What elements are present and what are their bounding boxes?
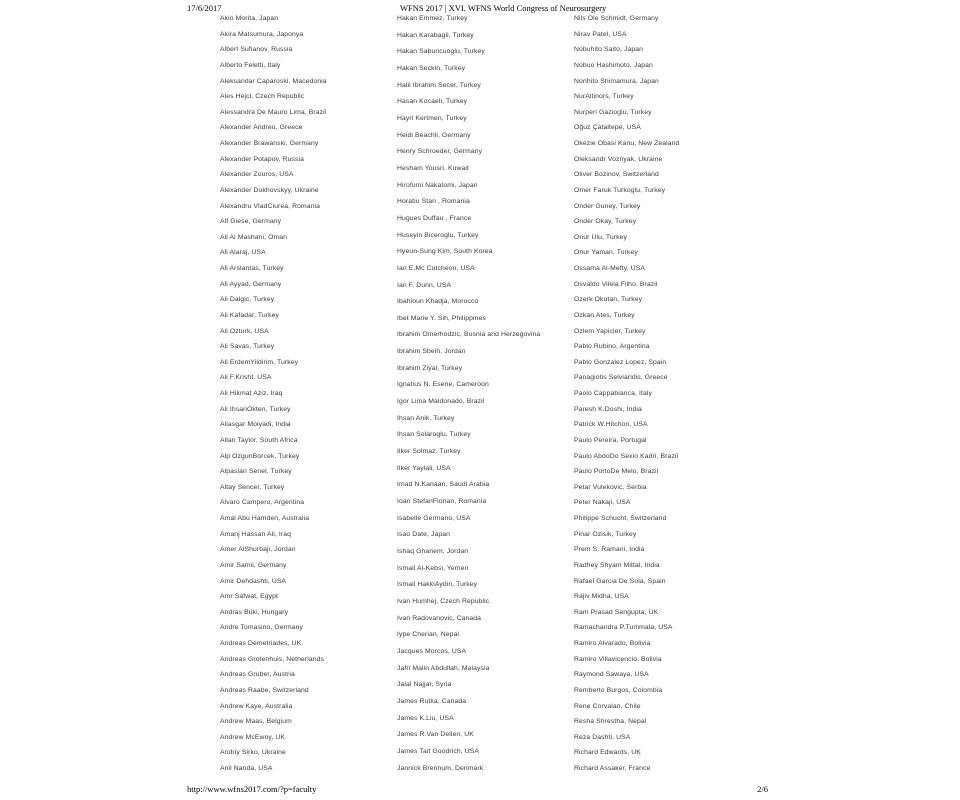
faculty-name: James K.Liu, USA bbox=[397, 714, 454, 722]
faculty-name: Hakan Karabagli, Turkey bbox=[397, 31, 474, 39]
faculty-name: Andriy Sirko, Ukraine bbox=[220, 749, 286, 757]
faculty-name: Ozerk Okutan, Turkey bbox=[574, 296, 643, 304]
faculty-name: Alvaro Campero, Argentina bbox=[220, 499, 305, 507]
faculty-column-1 bbox=[220, 15, 327, 773]
faculty-name: Andras Büki, Hungary bbox=[220, 608, 289, 616]
faculty-column-3 bbox=[574, 15, 679, 773]
faculty-name: Hakan Seckin, Turkey bbox=[397, 64, 466, 72]
faculty-name: Ioan StefanFlorian, Romania bbox=[397, 498, 487, 506]
faculty-name: Ibahioun Khadja, Morocco bbox=[397, 298, 479, 306]
faculty-name: Hayri Kertmen, Turkey bbox=[397, 114, 467, 122]
faculty-name: Hirofumi Nakatomi, Japan bbox=[397, 181, 478, 189]
faculty-name: Omer Faruk Turkoglu, Turkey bbox=[574, 186, 666, 194]
faculty-name: Ishaq Ghanem, Jordan bbox=[397, 548, 469, 555]
faculty-name: Alexander Potapov, Russia bbox=[220, 155, 304, 163]
faculty-name: Onder Okay, Turkey bbox=[574, 218, 637, 226]
faculty-name: Hugues Duffau , France bbox=[397, 214, 472, 222]
faculty-name: Jacques Morcos, USA bbox=[397, 647, 467, 655]
faculty-name: Isabelle Germano, USA bbox=[397, 514, 471, 522]
faculty-name: Andrew Kaye, Australia bbox=[220, 702, 293, 710]
faculty-name: Pablo Gonzalez Lopez, Spain bbox=[574, 358, 667, 366]
faculty-name: Alexandru VladCiurea, Romania bbox=[220, 202, 320, 210]
faculty-name: Radhey Shyam Mittal, India bbox=[574, 561, 660, 569]
faculty-name: Ali Kafadar, Turkey bbox=[220, 311, 279, 319]
faculty-name: Nils Ole Schmidt, Germany bbox=[574, 15, 659, 22]
faculty-name: Ismail HakkiAydin, Turkey bbox=[397, 581, 478, 589]
faculty-name: Nobuhito Saito, Japan bbox=[574, 46, 643, 54]
faculty-name: Ali Arslantas, Turkey bbox=[220, 265, 284, 272]
faculty-name: NurAltinors, Turkey bbox=[574, 93, 634, 101]
faculty-name: Richard Edwards, UK bbox=[574, 749, 641, 757]
faculty-column-2 bbox=[397, 15, 540, 773]
faculty-name: Hakan Sabuncuoglu, Turkey bbox=[397, 48, 485, 56]
faculty-name: Ivan Radovanovic, Canada bbox=[397, 614, 482, 622]
faculty-name: Reza Dashti, USA bbox=[574, 733, 631, 741]
faculty-name: Paresh K.Doshi, India bbox=[574, 405, 642, 413]
faculty-name: Andreas Grotenhuis, Netherlands bbox=[220, 655, 324, 663]
faculty-name: Aliasgar Moiyadi, India bbox=[220, 421, 291, 429]
faculty-name: Akio Morita, Japan bbox=[220, 15, 279, 22]
faculty-name: Ozlem Yapicier, Turkey bbox=[574, 327, 646, 335]
faculty-name: Anil Nanda, USA bbox=[220, 765, 273, 772]
faculty-name: Ivan Humhej, Czech Republic bbox=[397, 597, 490, 605]
faculty-name: Ali Dalgic, Turkey bbox=[220, 296, 275, 304]
faculty-name: Alf Giese, Germany bbox=[220, 218, 282, 226]
faculty-name: Pinar Ozisik, Turkey bbox=[574, 530, 637, 538]
faculty-name: Paulo AbdoDo Sexio Kadri, Brazil bbox=[574, 452, 679, 460]
faculty-name: Ramachandra P.Tummala, USA bbox=[574, 624, 673, 632]
faculty-name: Altay Sencer, Turkey bbox=[220, 483, 285, 491]
faculty-name: Amanj Hassan Ali, Iraq bbox=[220, 530, 291, 538]
faculty-name: Oleksandr Voznyak, Ukraine bbox=[574, 155, 663, 163]
print-date: 17/6/2017 bbox=[187, 3, 222, 13]
faculty-name: Halil Ibrahim Secer, Turkey bbox=[397, 81, 481, 89]
faculty-name: Ismail Al-Kebsi, Yemen bbox=[397, 564, 469, 572]
faculty-name: Alpaslan Senel, Turkey bbox=[220, 468, 292, 476]
faculty-name: Ali Alaraj, USA bbox=[220, 249, 266, 257]
faculty-name: Andreas Raabe, Switzerland bbox=[220, 686, 309, 694]
faculty-name: Ali Ayyad, Germany bbox=[220, 280, 282, 288]
faculty-name: Panagiotis Selviaridis, Greece bbox=[574, 374, 668, 382]
faculty-name: Paulo Pereira, Portugal bbox=[574, 436, 647, 444]
faculty-name: Alexander Andreu, Greece bbox=[220, 124, 303, 132]
page-number: 2/6 bbox=[757, 784, 768, 794]
faculty-name: Ilker Yaylali, USA bbox=[397, 464, 451, 472]
faculty-name: Ali Savas, Turkey bbox=[220, 343, 275, 351]
faculty-name: Okezie Obasi Kanu, New Zealand bbox=[574, 140, 680, 147]
faculty-name: James R.Van Dellen, UK bbox=[397, 731, 474, 739]
faculty-name: Pablo Rubino, Argentina bbox=[574, 343, 650, 351]
faculty-name: Rajiv Midha, USA bbox=[574, 593, 629, 601]
faculty-name: Alessandra De Mauro Lima, Brazil bbox=[220, 108, 327, 116]
faculty-name: Nurperi Gazioglu, Turkey bbox=[574, 108, 652, 116]
faculty-name: Ali Al Mashani, Oman bbox=[220, 233, 287, 241]
faculty-name: Ian E.Mc Cutcheon, USA bbox=[397, 264, 475, 272]
faculty-name: Onur Ulu, Turkey bbox=[574, 233, 627, 241]
faculty-name: Amir Samii, Germany bbox=[220, 561, 287, 569]
faculty-name: Akira Matsumura, Japonya bbox=[220, 30, 304, 38]
faculty-name: Rene Corvalan, Chile bbox=[574, 702, 641, 710]
faculty-name: Oliver Bozinov, Switzerland bbox=[574, 171, 659, 179]
faculty-name: Horatiu Stan , Romania bbox=[397, 198, 470, 206]
faculty-name: Ian F. Dunn, USA bbox=[397, 281, 452, 289]
faculty-name: Amer AlShurbaji, Jordan bbox=[220, 546, 296, 554]
footer-url: http://www.wfns2017.com/?p=faculty bbox=[187, 784, 317, 794]
faculty-name: Paolo Cappabianca, Italy bbox=[574, 390, 652, 397]
faculty-name: Raymond Sawaya, USA bbox=[574, 671, 649, 679]
faculty-name: Iype Cherian, Nepal bbox=[397, 631, 459, 639]
faculty-name: Patrick W.Hitchon, USA bbox=[574, 421, 648, 429]
faculty-name: Ali Ozturk, USA bbox=[220, 327, 269, 335]
faculty-name: Albert Sufianov, Russia bbox=[220, 46, 293, 54]
faculty-name: Hakan Emmez, Turkey bbox=[397, 15, 468, 22]
faculty-name: Andrew Maas, Belgium bbox=[220, 718, 292, 726]
faculty-name: Resha Shrestha, Nepal bbox=[574, 718, 647, 726]
faculty-name: Alexander Dukhovskyy, Ukraine bbox=[220, 186, 319, 194]
faculty-name: Ilker Solmaz, Turkey bbox=[397, 448, 461, 456]
faculty-name: Ramiro Villavicencio, Bolivia bbox=[574, 655, 662, 663]
faculty-name: Paulo PortoDe Melo, Brazil bbox=[574, 468, 659, 476]
faculty-name: Oğuz Çataltepe, USA bbox=[574, 124, 641, 132]
faculty-name: Igor Lima Maldonado, Brazil bbox=[397, 398, 485, 406]
faculty-name: Philippe Schucht, Switzerland bbox=[574, 515, 667, 522]
faculty-name: Amal Abu Hamden, Australia bbox=[220, 515, 310, 522]
faculty-name: Peter Nakaji, USA bbox=[574, 499, 631, 507]
faculty-name: Osvaldo Vilela Filho, Brazil bbox=[574, 280, 658, 288]
faculty-name: Ibrahim Omerhodzic, Bosnia and Herzegovina bbox=[397, 331, 541, 339]
faculty-name: Hesham Yousri, Kuwait bbox=[397, 164, 469, 172]
faculty-name: Ales Hejcl, Czech Republic bbox=[220, 93, 305, 101]
faculty-name: Allan Taylor, South Africa bbox=[220, 436, 298, 444]
faculty-name: Rafael Garcia De Sola, Spain bbox=[574, 577, 666, 585]
faculty-name: Ibrahim Ziyal, Turkey bbox=[397, 364, 463, 372]
faculty-name: Ibet Marie Y. Sih, Philippines bbox=[397, 314, 486, 322]
faculty-name: James Rutka, Canada bbox=[397, 697, 467, 705]
faculty-name: Prem S. Ramani, India bbox=[574, 546, 645, 554]
faculty-name: Norihito Shimamura, Japan bbox=[574, 77, 659, 85]
faculty-name: Richard Assaker, France bbox=[574, 765, 651, 772]
faculty-name: Ihsan Anik, Turkey bbox=[397, 414, 455, 422]
faculty-name: Petar Vulekovic, Serbia bbox=[574, 483, 647, 491]
faculty-name: Henry Schroeder, Germany bbox=[397, 148, 483, 156]
faculty-name: Alp OzgunBorcek, Turkey bbox=[220, 452, 300, 460]
faculty-name: Onur Yaman, Turkey bbox=[574, 249, 638, 257]
faculty-name: Ali IhsanOkten, Turkey bbox=[220, 405, 291, 413]
faculty-name: Jalal Najjar, Syria bbox=[397, 681, 452, 689]
faculty-name: Huseyin Biceroglu, Turkey bbox=[397, 231, 479, 239]
faculty-name: Aleksandar Caparoski, Macedonia bbox=[220, 77, 327, 85]
faculty-name: Remberto Burgos, Colombia bbox=[574, 686, 663, 694]
faculty-name: Ali ErdemYildirim, Turkey bbox=[220, 358, 299, 366]
faculty-name: Ihsan Solaroglu, Turkey bbox=[397, 431, 471, 439]
faculty-name: Jafri Malin Abdullah, Malaysia bbox=[397, 664, 490, 672]
faculty-name: Ali F.Krisht, USA bbox=[220, 374, 272, 382]
faculty-name: Nirav Patel, USA bbox=[574, 30, 627, 38]
faculty-name: Alexander Brawanski, Germany bbox=[220, 140, 319, 147]
faculty-name: Ram Prasad Sengupta, UK bbox=[574, 608, 659, 616]
faculty-name: Alexander Zouros, USA bbox=[220, 171, 294, 179]
faculty-name: Onder Guney, Turkey bbox=[574, 202, 641, 210]
faculty-name: Ozkan Ates, Turkey bbox=[574, 311, 635, 319]
faculty-name: Hyeun-Sung Kim, South Korea bbox=[397, 248, 493, 256]
faculty-name: Andreas Gruber, Austria bbox=[220, 671, 295, 679]
faculty-name: Jannick Brennum, Denmark bbox=[397, 764, 484, 772]
faculty-name: Amr Safwat, Egypt bbox=[220, 593, 278, 601]
faculty-name: Andre Tomasino, Germany bbox=[220, 624, 304, 632]
faculty-name: James Tait Goodrich, USA bbox=[397, 747, 479, 755]
faculty-name: Ossama Al-Mefty, USA bbox=[574, 265, 645, 272]
faculty-name: Ali Hikmat Aziz, Iraq bbox=[220, 390, 283, 397]
faculty-name: Hasan Kocaeli, Turkey bbox=[397, 98, 468, 106]
faculty-name: Andreas Demetriades, UK bbox=[220, 640, 302, 647]
page-title: WFNS 2017 | XVI. WFNS World Congress of Neurosurgery bbox=[400, 3, 607, 13]
faculty-name: Nobuo Hashimoto, Japan bbox=[574, 61, 653, 69]
faculty-name: Andrew McEwoy, UK bbox=[220, 733, 286, 741]
faculty-name: Ramiro Alvarado, Bolivia bbox=[574, 640, 651, 647]
faculty-name: Ibrahim Sbeih, Jordan bbox=[397, 348, 466, 356]
faculty-name: Amir Dehdashti, USA bbox=[220, 577, 287, 585]
faculty-name: Ignatius N. Esene, Cameroon bbox=[397, 381, 489, 389]
faculty-name: Imad N.Kanaan, Saudi Arabia bbox=[397, 481, 490, 489]
faculty-name: Alberto Feletti, Italy bbox=[220, 61, 281, 69]
faculty-name: Heidi Beachli, Germany bbox=[397, 131, 471, 139]
faculty-name: Isao Date, Japan bbox=[397, 531, 450, 539]
